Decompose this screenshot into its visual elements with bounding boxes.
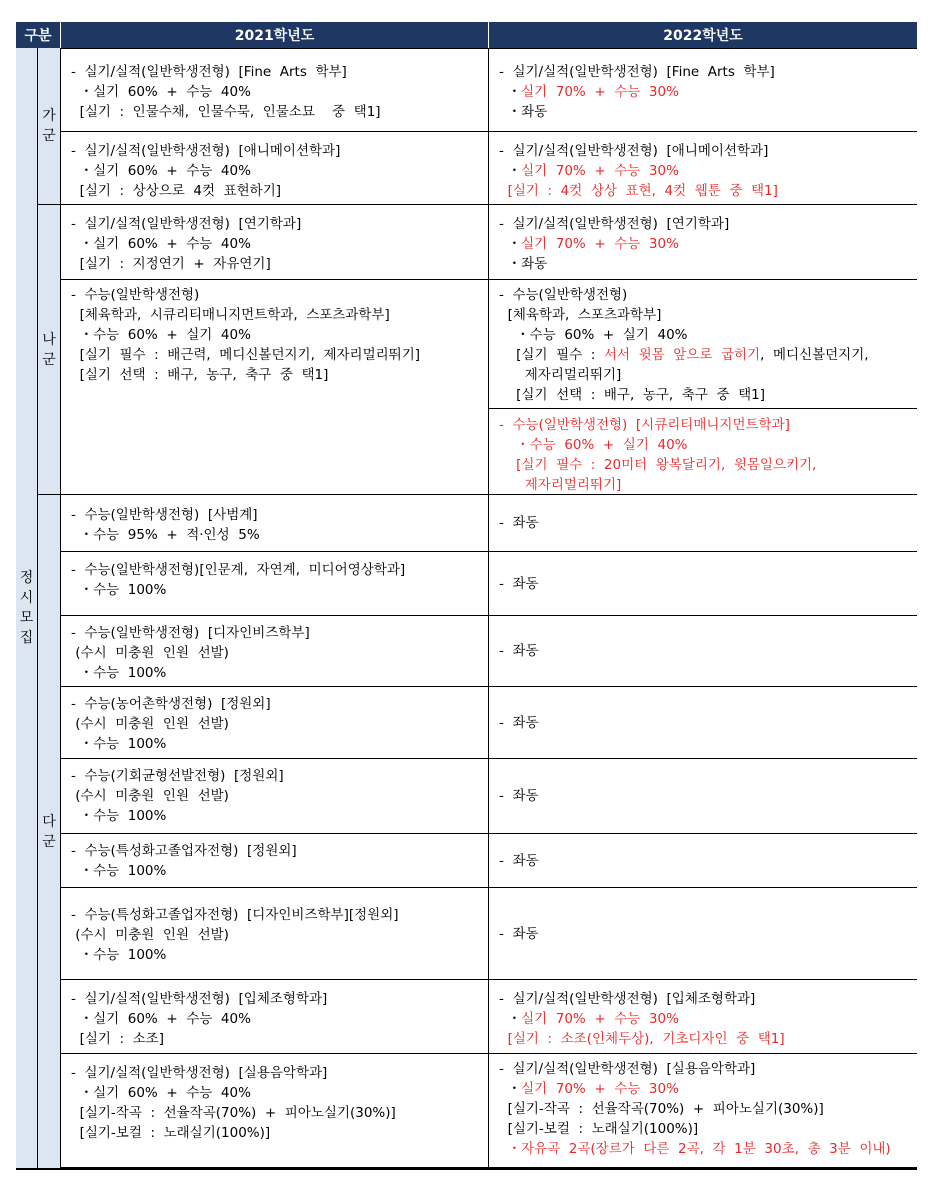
cell-text: - 실기/실적(일반학생전형) [애니메이션학과] [71,143,341,159]
cell-text: - 실기/실적(일반학생전형) [실용음악학과] [71,1065,328,1081]
cell-text: ・수능 100% [71,736,167,752]
row-3-2022-cell-b [489,409,917,495]
cell-text: - 수능(기회균형선발전형) [정원외] [71,768,284,784]
cell-line [71,925,488,945]
cell-line [71,643,488,663]
cell-line [71,234,488,254]
cell-text: [실기 : 소조] [71,1031,164,1047]
group-ga [38,48,61,205]
changed-text: 실기 70% + 수능 30% [521,236,679,252]
row-5-2021-cell [61,552,489,616]
cell-text: - 실기/실적(일반학생전형) [입체조형학과] [71,991,328,1007]
cell-text: ・수능 100% [71,808,167,824]
cell-text: [실기 : 지정연기 + 자유연기] [71,256,271,272]
cell-text: [실기 필수 : 배근력, 메디신볼던지기, 제자리멀리뛰기] [71,347,421,363]
cell-line [499,1029,917,1049]
cell-line [499,365,917,385]
group-ga-label-char: 가 [42,108,56,124]
cell-text: - 좌동 [499,515,539,531]
cell-text: ・수능 100% [71,863,167,879]
cell-line [71,181,488,201]
cell-text: (수시 미충원 인원 선발) [71,716,229,732]
cell-line [71,82,488,102]
cell-text: - 수능(농어촌학생전형) [정원외] [71,696,271,712]
cell-line [499,141,917,161]
cell-text: - 수능(일반학생전형) [499,287,628,303]
cell-line [499,924,917,944]
cell-line [499,1119,917,1139]
cell-line [499,254,917,274]
cell-text: ・좌동 [499,256,548,272]
cell-text: ・실기 60% + 수능 40% [71,1085,251,1101]
cell-text: ・수능 60% + 실기 40% [499,327,688,343]
cell-line [71,786,488,806]
row-7-2022-cell [489,687,917,759]
cell-text: - 실기/실적(일반학생전형) [연기학과] [71,216,302,232]
cell-text: (수시 미충원 인원 선발) [71,645,229,661]
cell-line [71,1063,488,1083]
cell-line [499,285,917,305]
cell-text: - 실기/실적(일반학생전형) [실용음악학과] [499,1061,756,1077]
row-6-2021-cell [61,616,489,687]
cell-line [71,766,488,786]
cell-line [499,713,917,733]
row-11-2021-cell [61,980,489,1054]
cell-text: , 메디신볼던지기, [760,347,869,363]
changed-text: 실기 70% + 수능 30% [521,163,679,179]
cell-line [71,62,488,82]
cell-text: ・실기 60% + 수능 40% [71,236,251,252]
group-da-label-char: 군 [42,833,56,850]
cell-text: [실기 필수 : [499,347,604,363]
row-7-2021-cell [61,687,489,759]
group-da [38,495,61,1168]
row-12-2021-cell [61,1054,489,1168]
cell-text: - 좌동 [499,788,539,804]
changed-text: [실기 : 4컷 상상 표현, 4컷 웹툰 중 택1] [499,183,778,199]
cell-line [71,560,488,580]
header-2021: 2021학년도 [61,22,489,48]
changed-text: [실기 필수 : 20미터 왕복달리기, 윗몸일으키기, [499,457,817,473]
row-4-2022-cell [489,495,917,552]
cell-line [71,345,488,365]
cell-line [499,305,917,325]
side-label-char: 시 [19,590,34,606]
cell-line [499,641,917,661]
cell-line [71,861,488,881]
cell-line [499,1059,917,1079]
cell-line [499,435,917,455]
cell-line [499,786,917,806]
cell-line [499,62,917,82]
cell-line [71,365,488,385]
cell-text: (수시 미충원 인원 선발) [71,788,229,804]
cell-line [71,505,488,525]
cell-line [71,1103,488,1123]
group-ga-label-char: 군 [42,128,56,144]
cell-line [71,1029,488,1049]
cell-line [71,714,488,734]
cell-line [71,325,488,345]
cell-line [499,455,917,475]
side-label-regular-admission [16,48,38,1168]
cell-line [71,905,488,925]
cell-text: [실기 선택 : 배구, 농구, 축구 중 택1] [71,367,329,383]
group-da-label-char: 다 [42,813,56,830]
cell-text: - 좌동 [499,852,539,869]
cell-text: - 실기/실적(일반학생전형) [입체조형학과] [499,991,756,1007]
cell-text: [실기 : 상상으로 4컷 표현하기] [71,183,282,199]
cell-line [71,694,488,714]
row-8-2022-cell [489,759,917,834]
row-10-2021-cell [61,888,489,980]
side-label-char: 정 [19,570,34,586]
cell-text: [실기-작곡 : 선율작곡(70%) + 피아노실기(30%)] [71,1105,396,1121]
changed-text: 실기 70% + 수능 30% [521,1011,679,1027]
cell-text: ・ [499,84,522,100]
cell-line [499,513,917,533]
cell-line [71,945,488,965]
cell-text: - 수능(특성화고졸업자전형) [디자인비즈학부][정원외] [71,907,399,923]
cell-text: - 수능(특성화고졸업자전형) [정원외] [71,843,297,859]
cell-line [71,102,488,122]
cell-line [71,663,488,683]
cell-line [71,1123,488,1143]
cell-text: ・실기 60% + 수능 40% [71,1011,251,1027]
cell-text: ・실기 60% + 수능 40% [71,163,251,179]
cell-line [499,475,917,495]
row-3-2022-cell-a [489,280,917,409]
row-10-2022-cell [489,888,917,980]
cell-text: ・수능 100% [71,582,167,598]
row-2-2022-cell [489,205,917,280]
cell-text: - 실기/실적(일반학생전형) [연기학과] [499,216,730,232]
cell-line [71,806,488,826]
cell-line [71,623,488,643]
cell-text: ・수능 60% + 실기 40% [71,327,251,343]
cell-text: ・ [499,163,522,179]
row-12-2022-cell [489,1054,917,1168]
group-na [38,205,61,495]
cell-text: - 좌동 [499,714,539,731]
cell-line [499,181,917,201]
cell-text: (수시 미충원 인원 선발) [71,927,229,943]
changed-text: 서서 윗몸 앞으로 굽히기 [603,347,761,363]
cell-text: [실기 : 인물수채, 인물수묵, 인물소묘 중 택1] [71,104,381,120]
cell-text: - 좌동 [499,575,539,592]
cell-text: [실기 선택 : 배구, 농구, 축구 중 택1] [499,387,765,403]
cell-line [71,841,488,861]
cell-text: ・수능 95% + 적·인성 5% [71,527,260,543]
cell-line [71,525,488,545]
changed-text: 실기 70% + 수능 30% [521,1081,679,1097]
row-9-2021-cell [61,834,489,888]
cell-text: 제자리멀리뛰기] [499,367,622,383]
cell-line [499,325,917,345]
cell-text: - 수능(일반학생전형) [사범계] [71,507,258,523]
cell-text: - 수능(일반학생전형)[인문계, 자연계, 미디어영상학과] [71,562,406,578]
cell-text: ・좌동 [499,104,548,120]
changed-text: 제자리멀리뛰기] [499,477,622,493]
changed-text: [실기 : 소조(인체두상), 기초디자인 중 택1] [499,1031,785,1047]
cell-line [71,161,488,181]
cell-line [71,214,488,234]
cell-line [499,1099,917,1119]
cell-text: ・ [499,1011,522,1027]
cell-line [499,851,917,871]
row-9-2022-cell [489,834,917,888]
cell-line [71,580,488,600]
cell-text: - 수능(일반학생전형) [디자인비즈학부] [71,625,310,641]
changed-text: ・수능 60% + 실기 40% [499,437,688,453]
cell-text: [체육학과, 시큐리티매니지먼트학과, 스포츠과학부] [71,307,390,323]
cell-text: - 실기/실적(일반학생전형) [Fine Arts 학부] [499,64,775,80]
side-label-char: 집 [19,630,34,646]
cell-line [499,161,917,181]
cell-text: - 실기/실적(일반학생전형) [Fine Arts 학부] [71,64,347,80]
cell-line [499,82,917,102]
row-1-2021-cell [61,132,489,205]
cell-line [499,989,917,1009]
cell-line [71,254,488,274]
cell-text: ・실기 60% + 수능 40% [71,84,251,100]
cell-line [71,285,488,305]
row-8-2021-cell [61,759,489,834]
row-2-2021-cell [61,205,489,280]
cell-line [499,1139,917,1159]
row-5-2022-cell [489,552,917,616]
cell-text: - 좌동 [499,925,539,942]
changed-text: ・자유곡 2곡(장르가 다른 2곡, 각 1분 30초, 총 3분 이내) [499,1141,891,1157]
cell-text: [체육학과, 스포츠과학부] [499,307,662,323]
cell-text: - 실기/실적(일반학생전형) [애니메이션학과] [499,143,769,159]
cell-line [71,989,488,1009]
cell-line [499,234,917,254]
changed-text: - 수능(일반학생전형) [시큐리티매니지먼트학과] [499,417,790,433]
cell-line [499,385,917,405]
cell-line [499,415,917,435]
changed-text: 실기 70% + 수능 30% [521,84,679,100]
row-4-2021-cell [61,495,489,552]
row-11-2022-cell [489,980,917,1054]
header-2022: 2022학년도 [489,22,917,48]
row-0-2022-cell [489,48,917,132]
row-1-2022-cell [489,132,917,205]
cell-line [499,1079,917,1099]
cell-text: ・ [499,1081,522,1097]
cell-line [71,734,488,754]
cell-line [71,1009,488,1029]
cell-text: [실기-보컬 : 노래실기(100%)] [71,1125,271,1141]
row-0-2021-cell [61,48,489,132]
side-label-char: 모 [19,610,34,626]
cell-line [499,214,917,234]
cell-text: - 수능(일반학생전형) [71,287,200,303]
row-6-2022-cell [489,616,917,687]
cell-text: ・ [499,236,522,252]
cell-text: [실기-작곡 : 선율작곡(70%) + 피아노실기(30%)] [499,1101,824,1117]
header-category: 구분 [16,22,61,48]
cell-line [71,141,488,161]
cell-line [499,345,917,365]
cell-line [499,102,917,122]
row-3-2021-cell [61,280,489,495]
cell-line [71,305,488,325]
cell-text: ・수능 100% [71,665,167,681]
cell-text: ・수능 100% [71,947,167,963]
cell-line [499,574,917,594]
cell-text: [실기-보컬 : 노래실기(100%)] [499,1121,699,1137]
group-na-label-char: 나 [42,331,56,348]
cell-line [499,1009,917,1029]
cell-text: - 좌동 [499,643,539,659]
cell-line [71,1083,488,1103]
group-na-label-char: 군 [42,351,56,368]
